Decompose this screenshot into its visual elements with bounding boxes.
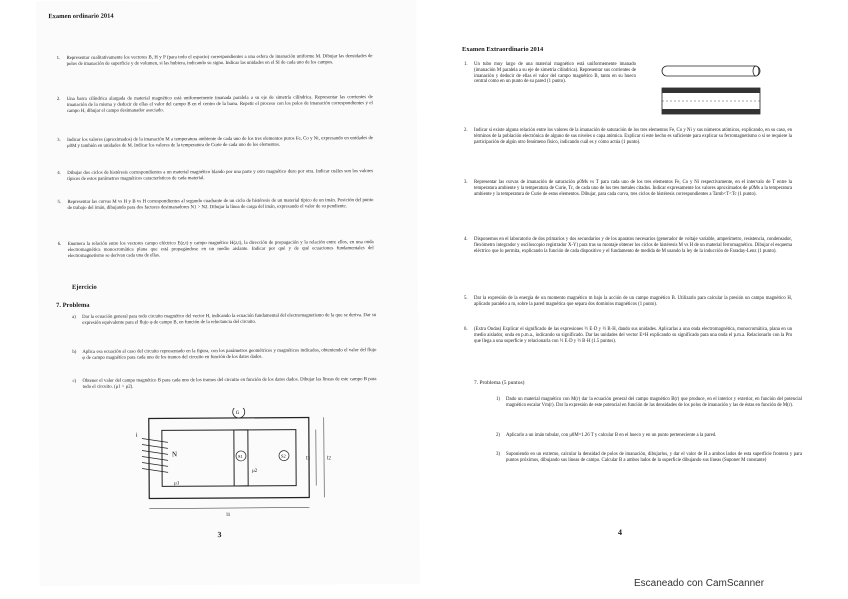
l1-label: l1 (226, 512, 231, 519)
tube-figure (658, 62, 768, 120)
question-number: 1. (464, 62, 468, 67)
right-question-2 (464, 128, 792, 145)
right-header: Examen Extraordinario 2014 (462, 46, 544, 53)
left-question-2 (56, 95, 373, 114)
question-text: Representar las curvas de imanación de saturación μ0Ms vs T para cada uno de los tres elementos Fe, Co y Ni respectivamente, en el intervalo de T entre la temperatura ambiente y la temperatura de Curie, Tc, de cada uno de los tres metales citados. Indicar expresamente los valores aproximados de μ0Ms a la temperatura ambiente y la temperatura de Curie de estos elementos. Dibujar, para cada curva, tres ciclos de histéresis correspondientes a Tamb<T<Tc (1 punto). (474, 180, 792, 197)
right-question-6 (464, 327, 792, 344)
question-number: 4. (57, 171, 61, 177)
right-part-3 (496, 452, 802, 464)
question-number: 3. (464, 180, 468, 185)
question-text: Indicar los valores (aproximados) de la imanación M a temperatura ambiente de cada uno de los tres elementos puros Fe, Co y Ni, expresando en unidades de μ0M y también en unidades de M. Indicar los valores de la temperatura de Curie de cada uno de los elementos. (67, 136, 374, 149)
right-part-1 (496, 397, 802, 409)
left-question-4 (57, 169, 374, 182)
question-text: Indicar si existe alguna relación entre los valores de la imanación de saturación de los tres elementos Fe, Co y Ni y sus números atómicos, explicando, en su caso, en términos de la población electrónica de alguno de sus niveles o capa atómica. Explicar si este hecho es suficiente para explicar su ferromagnetismo o si se requiere la participación de algún otro fenómeno físico, indicando cuál es y cómo actúa (1 punto). (474, 128, 792, 145)
s1-label: S1 (237, 453, 243, 459)
current-label: i (135, 432, 138, 439)
question-text: Un tubo muy largo de una material magnético está uniformemente imanado (imanación M paralela a su eje de simetría cilíndrica). Representar sus corrientes de imanación y deducir de ellas el valor del campo magnético B, tanto en su hueco central como en un punto de su pared (1 punto). (474, 62, 636, 85)
left-part-c (72, 377, 377, 390)
part-text: Obtener el valor del campo magnético B para cada uno de los tramos del circuito en función de los datos dados. Dibujar las líneas de este campo B para todo el circuito. (μ1 > μ2). (82, 377, 377, 390)
question-number: 6. (464, 327, 468, 332)
question-number: 2. (56, 97, 61, 103)
question-text: Una barra cilíndrica alargada de material magnético está uniformemente imanada paralela a su eje de simetría cilíndrica. Representar las corrientes de imanación de la misma y deducir de ellas el valor del campo B en el centro de la barra. Repetir el proceso con los polos de imanación correspondientes y el campo H, dibujar el campo desimanador asociado. (66, 95, 373, 114)
question-number: 6. (57, 242, 62, 248)
left-part-b (72, 348, 377, 361)
part-number: 3) (496, 452, 500, 457)
question-text: Enumera la relación entre los vectores campo eléctrico E(z,t) y campo magnético H(z,t), la dirección de propagación y la relación entre ellos, en una onda electromagnética monocromática plana que está propagándose en un medio aislante. Indicar por qué y de qué ecuaciones fundamentales del electromagnetismo se derivan cada una de ellas. (67, 240, 374, 259)
problem-title: 7. Problema (56, 301, 90, 310)
question-number: 4. (464, 237, 468, 242)
question-text: Representar cualitativamente los vectores B, H y P (para todo el espacio) correspondientes a una esfera de imanación uniforme M. Dibujar las densidades de polos de imanación de superficie y de volumen, si las hubiera, indicando su signo. Indicar las unidades en el SI de cada uno de los campos. (66, 54, 373, 67)
s2-label: S2 (280, 453, 286, 459)
left-page (36, 0, 420, 586)
part-text: Aplica esa ecuación al caso del circuito representado en la figura, con los parámetros geométricos y magnéticos indicados, obteniendo el valor del flujo φ de campo magnético para cada uno de los tramos del circuito en función de los datos dados. (82, 348, 377, 361)
part-number: 1) (496, 397, 500, 402)
left-question-1 (56, 54, 373, 67)
left-question-3 (57, 136, 374, 149)
question-number: 3. (57, 138, 61, 144)
part-number: 2) (496, 433, 500, 438)
left-part-a (72, 313, 377, 326)
question-number: 2. (464, 128, 468, 133)
right-question-5 (464, 296, 792, 308)
question-text: Dar la expresión de la energía de un momento magnético m bajo la acción de un campo magnético B. Utilizarlo para calcular la presión un campo magnético H, aplicado paralelo a m, sobre la pared magnética que separa dos dominios magnéticos (1 punto). (474, 296, 792, 307)
scanner-watermark: Escaneado con CamScanner (634, 578, 765, 589)
question-number: 5. (57, 200, 62, 206)
coil-label: N (171, 450, 178, 459)
l3-label: l3 (306, 456, 310, 462)
left-page-number: 3 (217, 530, 222, 540)
question-text: Representar las curvas M vs H y B vs H correspondientes al segundo cuadrante de un ciclo de histéresis de un material típico de un imán. Posición del punto de trabajo del imán, dibujando para dos factores desimanadores N1 > N2. Dibujar la línea de carga del imán, expresando el valor de su pendiente. (67, 198, 374, 211)
right-problem-title: 7. Problema (5 puntos) (474, 380, 525, 386)
right-question-4 (464, 237, 792, 254)
question-number: 5. (464, 296, 468, 301)
part-text: Suponiendo en un extremo, calcular la densidad de polos de imanación, dibujarlos, y dar el valor de H a ambos lados de esta superficie frontera y para puntos próximos, dibujando sus líneas de campo. Calcular B a ambos lados de la superficie dibujando sus líneas (Suponer M constante) (506, 452, 802, 463)
right-page (452, 0, 822, 585)
part-text: Aplicarlo a un imán tubular, con μ0M=1.26 T y calcular B en el hueco y en un punto perteneciente a la pared. (506, 433, 717, 438)
ejercicio-heading: Ejercicio (71, 283, 97, 291)
question-number: 1. (56, 56, 61, 62)
question-text: Dibujar dos ciclos de histéresis correspondientes a un material magnético blando por una parte y otro magnético duro por otra. Indicar cuáles son los valores típicos de estos parámetros magnéticos característicos de cada material. (67, 169, 374, 182)
right-page-number: 4 (618, 528, 622, 537)
magnetic-circuit-figure (134, 407, 345, 518)
question-text: (Extra Ondas) Explicar el significado de las expresiones ½ E·D y ½ B·H, dando sus unidades. Aplicarlas a una onda electromagnética, monocromática, plana en un medio aislador, onda en p.m.a., indicando su significado. Dar las unidades del vector E×H explicando su significado para una onda el p.m.a. Relacionarlo con la Pm que llega a una superficie y relacionarla con ½ E·D y ½ B·H (1.5 puntos). (474, 327, 792, 344)
left-question-5 (57, 198, 374, 211)
part-text: Dar la ecuación general para todo circuito magnético del vector H, indicando la ecuación fundamental del electromagnetismo de la que se deriva. Dar su expresión equivalente para el flujo φ de campo B, en función de la reluctancia del circuito. (82, 313, 377, 326)
mu2-label: μ2 (252, 468, 258, 474)
part-text: Dado un material magnético con M(r) dar la ecuación general del campo magnético B(r) que produce, en el interior y exterior, en función del potencial magnético escalar Vm(r). Dar la expresión de este potencial en función de las densidades de los polos de imanación y las de éstas en función de M(r). (506, 397, 802, 408)
g-label: G (235, 410, 240, 416)
part-letter: c) (72, 378, 77, 384)
right-question-1 (464, 62, 636, 85)
l2-label: l2 (327, 456, 331, 462)
part-letter: a) (72, 314, 76, 320)
question-text: Disponemos en el laboratorio de dos primarios y dos secundarios y de los aparatos necesarios (generador de voltaje variable, amperímetro, resistencia, condensador, flexómetro integrador y osciloscopio registrador X-Y) para tras su montaje obtener los ciclos de histéresis M vs H de un material ferromagnético. Dibujar el esquema eléctrico que lo permita, explicando la función de cada dispositivo y el fundamento de medida de M usando la ley de la inducción de Faraday-Lenz (1 punto). (474, 237, 792, 254)
left-header: Examen ordinario 2014 (48, 12, 114, 21)
mu1-label: μ1 (174, 481, 180, 487)
left-question-6 (57, 240, 374, 259)
right-part-2 (496, 433, 802, 439)
part-letter: b) (72, 349, 77, 355)
right-question-3 (464, 180, 792, 197)
